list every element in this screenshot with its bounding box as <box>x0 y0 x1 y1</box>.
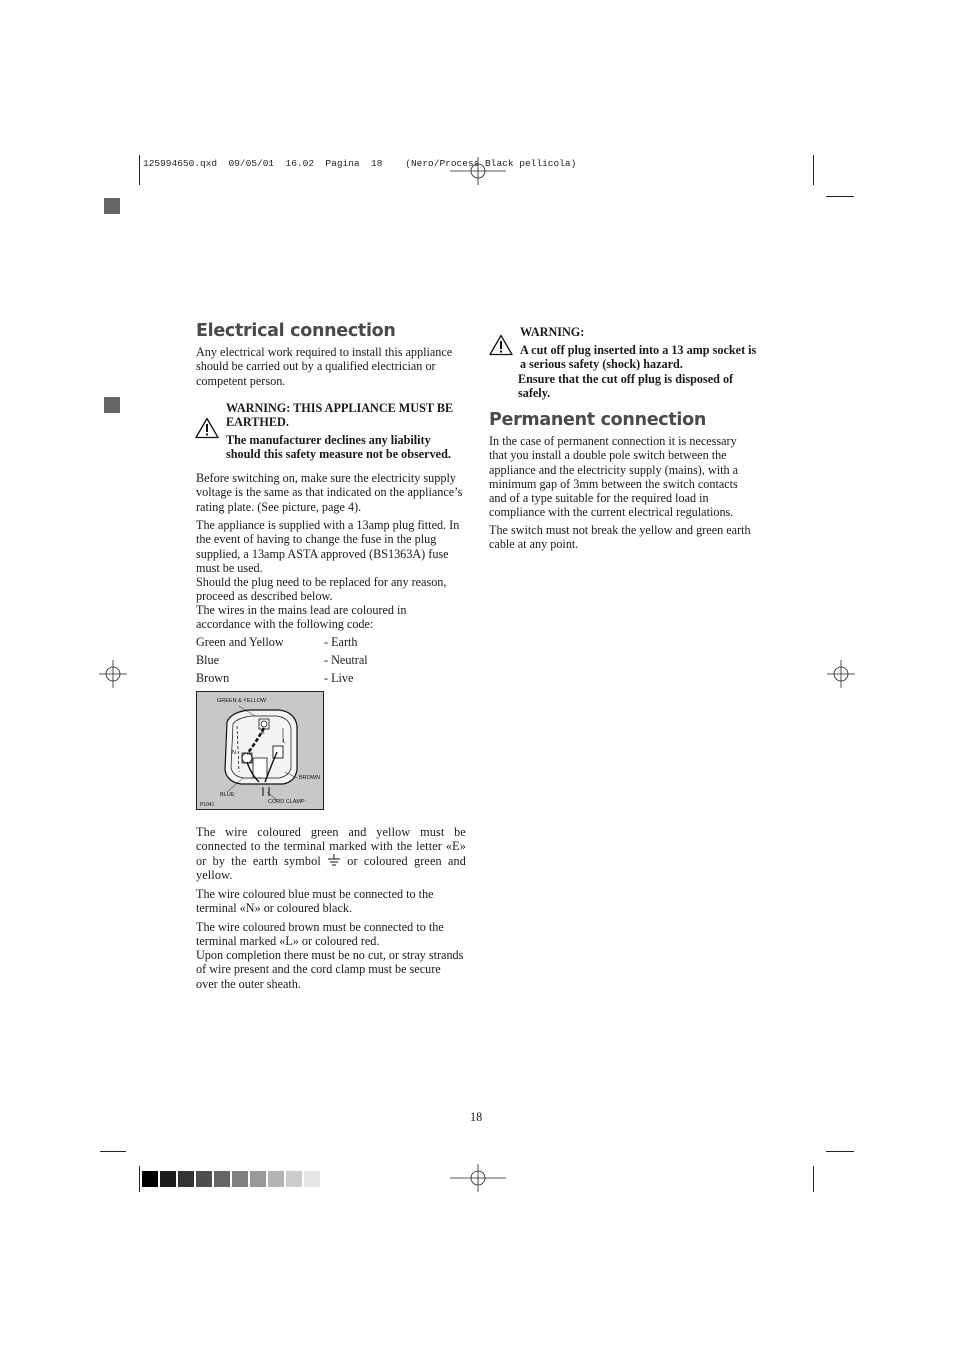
figure-label-blue: BLUE <box>220 792 235 798</box>
voltage-paragraph: Before switching on, make sure the electricity supply voltage is the same as that indicated on the appliance’s rating plate. (See picture, page 4). <box>196 471 463 514</box>
warning-triangle-icon <box>195 417 219 439</box>
crop-mark <box>100 1151 126 1152</box>
wire-code-colour: Green and Yellow <box>196 635 284 649</box>
crop-mark <box>139 155 140 185</box>
replace-plug-paragraph: Should the plug need to be replaced for any reason, proceed as described below. <box>196 575 447 604</box>
colour-swatch <box>214 1171 230 1187</box>
colour-swatch <box>160 1171 176 1187</box>
plug-wiring-diagram <box>196 691 324 810</box>
registration-mark-icon <box>99 660 127 688</box>
colour-swatch <box>178 1171 194 1187</box>
colour-swatch <box>142 1171 158 1187</box>
wire-code-intro: The wires in the mains lead are coloured in accordance with the following code: <box>196 603 407 632</box>
registration-mark-icon <box>450 157 506 185</box>
wire-code-colour: Blue <box>196 653 220 667</box>
wire-code-meaning: - Neutral <box>324 653 368 667</box>
colour-swatch <box>304 1171 320 1187</box>
blue-wire-paragraph: The wire coloured blue must be connected to the terminal «N» or coloured black. <box>196 887 434 916</box>
slug-line: 125994650.qxd 09/05/01 16.02 Pagina 18 (Nero/Process Black pellicola) <box>143 158 577 169</box>
figure-label-brown: BROWN <box>299 775 321 781</box>
earthing-warning-body: The manufacturer declines any liability should this safety measure not be observed. <box>226 433 451 462</box>
figure-terminal-l: L <box>283 739 287 745</box>
figure-terminal-n: N <box>232 750 236 756</box>
cut-plug-disposal: Ensure that the cut off plug is disposed of safely. <box>518 372 734 401</box>
permanent-connection-paragraph: In the case of permanent connection it is necessary that you install a double pole switch between the appliance and the electricity supply (mains), with a minimum gap of 3mm between the switch contacts and of a type suitable for the required load in compliance with the current electrical regulations. <box>489 434 739 520</box>
brown-wire-paragraph: The wire coloured brown must be connected to the terminal marked «L» or coloured red. <box>196 920 444 949</box>
colour-swatch <box>268 1171 284 1187</box>
figure-label-green-yellow: GREEN & YELLOW <box>217 698 267 704</box>
figure-terminal-e: E <box>261 730 265 736</box>
margin-square <box>104 397 120 413</box>
figure-label-cord-clamp: CORD CLAMP <box>268 799 305 805</box>
switch-earth-paragraph: The switch must not break the yellow and green earth cable at any point. <box>489 523 751 552</box>
registration-mark-icon <box>450 1164 506 1192</box>
colour-swatch <box>250 1171 266 1187</box>
colour-swatch <box>286 1171 302 1187</box>
crop-mark <box>139 1166 140 1192</box>
crop-mark <box>813 1166 814 1192</box>
wire-code-colour: Brown <box>196 671 230 685</box>
wire-code-meaning: - Earth <box>324 635 358 649</box>
intro-paragraph: Any electrical work required to install this appliance should be carried out by a qualified electrician or competent person. <box>196 345 453 388</box>
colour-swatch <box>196 1171 212 1187</box>
permanent-connection-heading: Permanent connection <box>489 410 707 430</box>
crop-mark <box>813 155 814 185</box>
cut-plug-warning-title: WARNING: <box>520 325 585 339</box>
completion-paragraph: Upon completion there must be no cut, or stray strands of wire present and the cord clamp must be secure over the outer sheath. <box>196 948 464 991</box>
cut-plug-warning-body: A cut off plug inserted into a 13 amp socket is a serious safety (shock) hazard. <box>520 343 757 372</box>
margin-square <box>104 198 120 214</box>
earth-symbol-icon <box>327 854 341 866</box>
green-yellow-text-b: or coloured green and yellow. <box>196 853 466 882</box>
fuse-paragraph: The appliance is supplied with a 13amp plug fitted. In the event of having to change the fuse in the plug supplied, a 13amp ASTA approved (BS1363A) fuse must be used. <box>196 518 460 575</box>
warning-triangle-icon <box>489 334 513 356</box>
wire-code-meaning: - Live <box>324 671 354 685</box>
crop-mark <box>826 196 854 197</box>
electrical-connection-heading: Electrical connection <box>196 321 396 341</box>
earthing-warning-title: WARNING: THIS APPLIANCE MUST BE EARTHED. <box>226 401 454 430</box>
colour-swatch <box>232 1171 248 1187</box>
page-number: 18 <box>470 1110 483 1124</box>
figure-code: P1041 <box>200 802 215 808</box>
green-yellow-text-a: The wire coloured green and yellow must be connected to the terminal marked with the letter «E» or by the earth symbol <box>196 825 466 868</box>
green-yellow-paragraph <box>196 825 466 882</box>
registration-mark-icon <box>827 660 855 688</box>
crop-mark <box>826 1151 854 1152</box>
